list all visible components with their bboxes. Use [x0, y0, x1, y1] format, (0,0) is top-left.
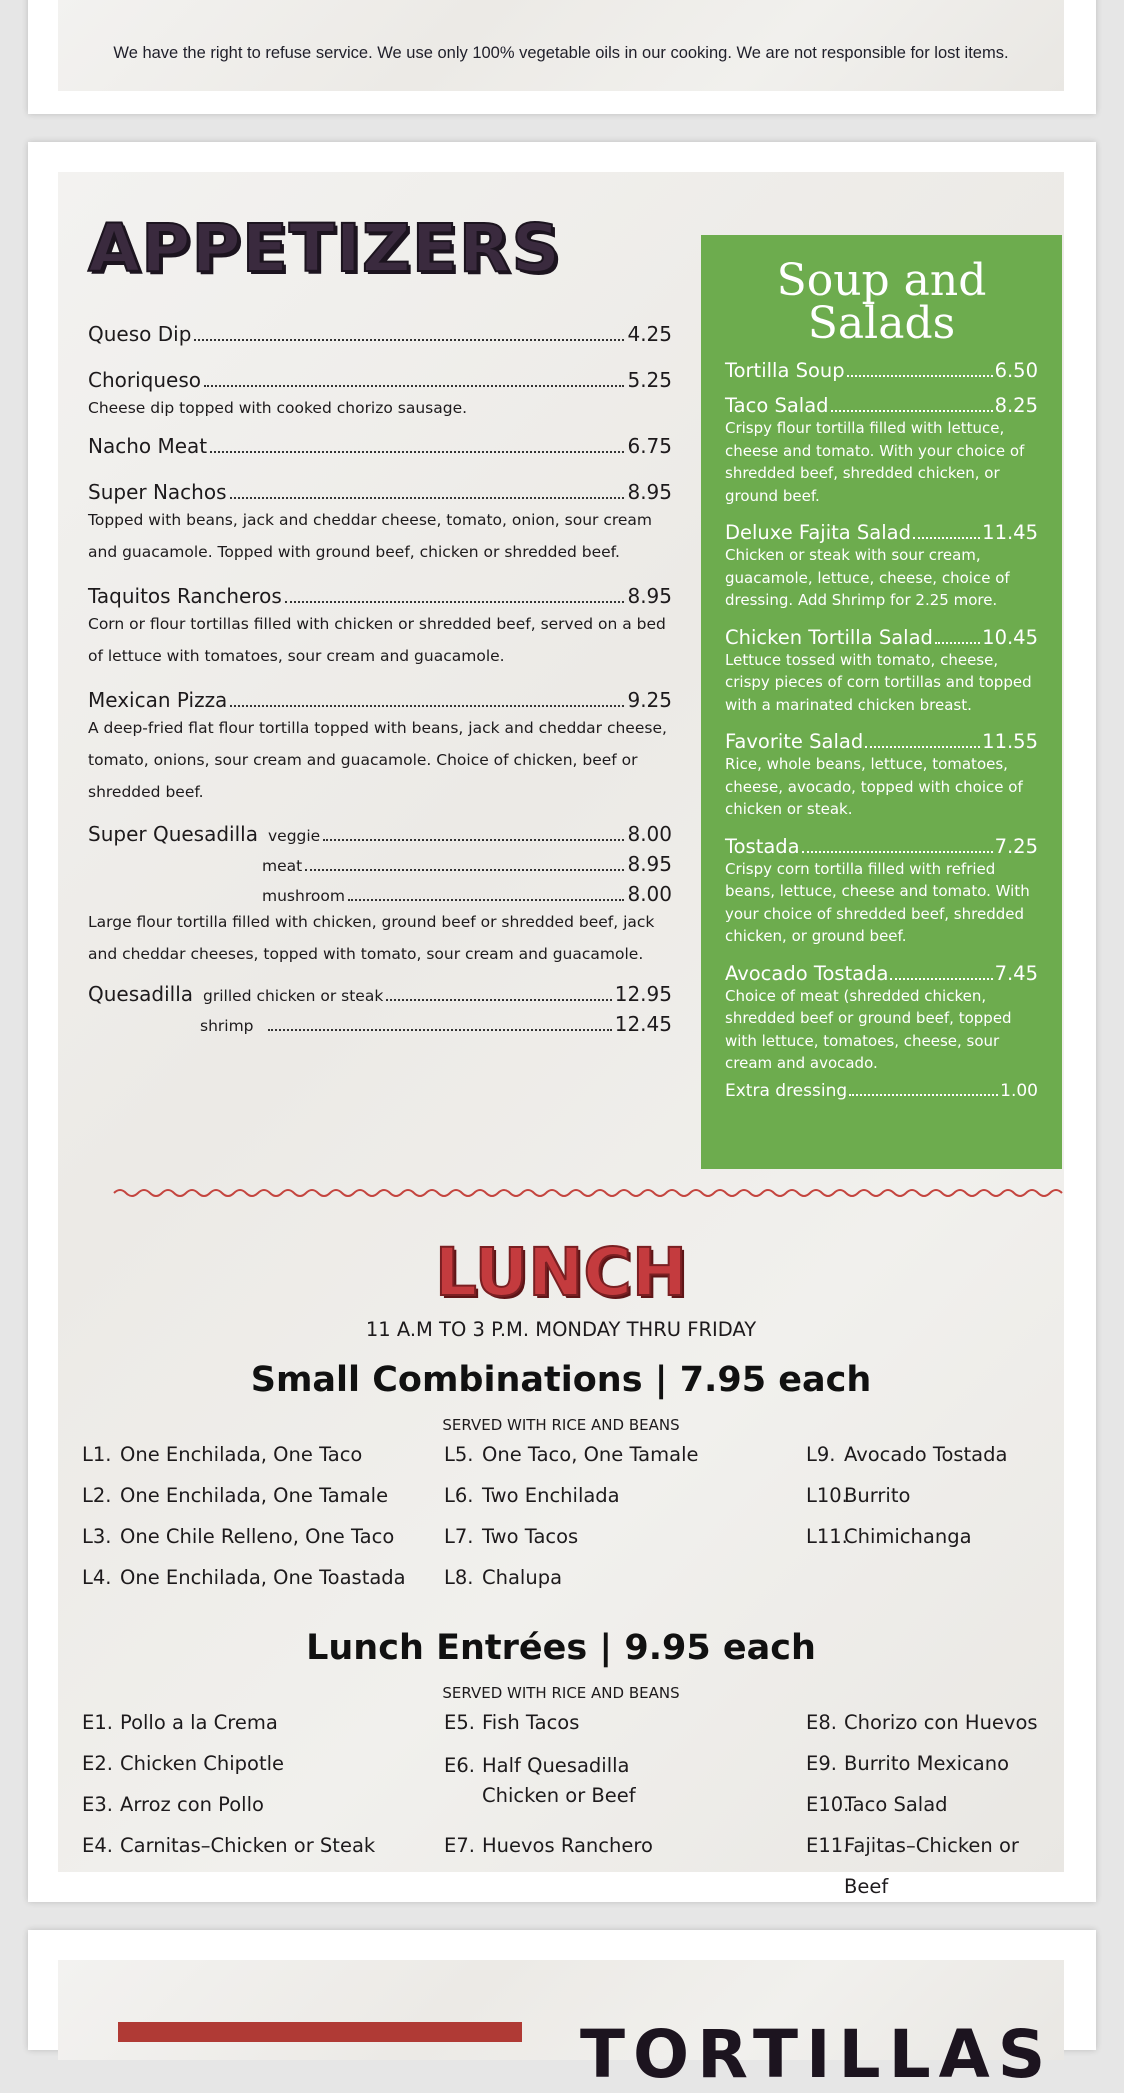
small-combo-column-2	[444, 1434, 698, 1598]
next-section-title: TORTILLAS	[580, 2016, 1054, 2093]
item-name: Extra dressing	[725, 1080, 848, 1101]
entrees-column-3	[806, 1702, 1064, 1898]
item-price: 5.25	[627, 368, 672, 392]
dot-leader	[386, 999, 611, 1001]
dot-leader	[802, 851, 993, 853]
item-option: shrimp	[200, 1017, 254, 1035]
item-price: 11.45	[982, 521, 1038, 544]
list-item: L4. One Enchilada, One Toastada	[82, 1566, 406, 1589]
item-name: Super Nachos	[88, 480, 227, 504]
menu-item-super-quesadilla-veggie	[88, 822, 672, 846]
menu-item-super-nachos	[88, 480, 672, 504]
item-price: 8.00	[627, 822, 672, 846]
dot-leader	[890, 978, 992, 980]
item-option: veggie	[267, 827, 321, 845]
item-name: Super Quesadilla	[88, 822, 258, 846]
lunch-entrees-heading: Lunch Entrées | 9.95 each	[306, 1628, 816, 1668]
small-combo-column-3	[806, 1434, 1007, 1557]
appetizers-title: APPETIZERS	[88, 210, 562, 287]
red-banner	[118, 2022, 522, 2042]
item-price: 8.95	[627, 480, 672, 504]
item-name: Nacho Meat	[88, 434, 208, 458]
item-price: 6.75	[627, 434, 672, 458]
item-name: Mexican Pizza	[88, 688, 228, 712]
item-name: Taquitos Rancheros	[88, 584, 282, 608]
item-description: Lettuce tossed with tomato, cheese, crispy pieces of corn tortillas and topped with a marinated chicken breast.	[725, 650, 1032, 714]
dot-leader	[204, 385, 624, 387]
menu-page-top	[28, 0, 1096, 114]
item-label-line: Half Quesadilla	[482, 1754, 630, 1777]
list-item: L10. Burrito	[806, 1484, 911, 1507]
list-item: L11. Chimichanga	[806, 1525, 972, 1548]
wavy-divider	[114, 1187, 1066, 1199]
list-item: L2. One Enchilada, One Tamale	[82, 1484, 389, 1507]
list-item: E1. Pollo a la Crema	[82, 1711, 278, 1734]
item-price: 7.25	[994, 834, 1038, 858]
item-name: Queso Dip	[88, 322, 192, 346]
lunch-hours: 11 A.M TO 3 P.M. MONDAY THRU FRIDAY	[365, 1318, 757, 1341]
dot-leader	[913, 537, 980, 539]
item-price: 8.00	[627, 882, 672, 906]
menu-page-next	[28, 1930, 1096, 2093]
item-price: 8.95	[627, 584, 672, 608]
item-name: Tortilla Soup	[725, 359, 845, 382]
dot-leader	[831, 410, 993, 412]
list-item: L3. One Chile Relleno, One Taco	[82, 1525, 395, 1548]
entrees-column-2	[444, 1702, 653, 1866]
item-description: Corn or flour tortillas filled with chicken or shredded beef, served on a bed of lettuce with tomatoes, sour cream and guacamole.	[88, 615, 666, 665]
list-item: L1. One Enchilada, One Taco	[82, 1443, 363, 1466]
list-item: E9. Burrito Mexicano	[806, 1752, 1010, 1775]
salad-item-tostada	[725, 835, 1038, 858]
dot-leader	[323, 839, 624, 841]
menu-item-quesadilla-shrimp	[88, 1012, 672, 1036]
lunch-title: LUNCH	[434, 1234, 688, 1311]
list-item: E3. Arroz con Pollo	[82, 1793, 264, 1816]
service-disclaimer: We have the right to refuse service. We use only 100% vegetable oils in our cooking. We are not responsible for lost items.	[113, 44, 1009, 62]
entrees-column-1	[82, 1702, 375, 1866]
salad-item-taco-salad	[725, 394, 1038, 417]
list-item: E10. Taco Salad	[806, 1793, 948, 1816]
item-label-line: Chicken or Beef	[482, 1784, 636, 1807]
list-item: E4. Carnitas–Chicken or Steak	[82, 1834, 376, 1857]
dot-leader	[210, 451, 624, 453]
list-item: E8. Chorizo con Huevos	[806, 1711, 1038, 1734]
list-item: L5. One Taco, One Tamale	[444, 1443, 699, 1466]
menu-page-appetizers-lunch	[28, 142, 1096, 1902]
menu-item-queso-dip	[88, 322, 672, 346]
lunch-entrees-subtitle: SERVED WITH RICE AND BEANS	[442, 1684, 680, 1702]
menu-item-taquitos-rancheros	[88, 584, 672, 608]
item-description: Choice of meat (shredded chicken, shredded beef or ground beef, topped with lettuce, tomatoes, cheese, sour cream and avocado.	[725, 986, 1012, 1072]
item-description: Crispy corn tortilla filled with refried beans, lettuce, cheese and tomato. With your choice of shredded beef, shredded chicken, or ground beef.	[725, 859, 1030, 945]
dot-leader	[285, 601, 625, 603]
salad-item-extra-dressing	[725, 1081, 1038, 1101]
menu-item-super-quesadilla-meat	[88, 852, 672, 876]
item-description: Rice, whole beans, lettuce, tomatoes, cheese, avocado, topped with choice of chicken or steak.	[725, 755, 1023, 818]
item-description: Chicken or steak with sour cream, guacamole, lettuce, cheese, choice of dressing. Add Shrimp for 2.25 more.	[725, 546, 1010, 609]
list-item: E11. Fajitas–Chicken or Beef	[806, 1834, 1019, 1898]
item-description: Crispy flour tortilla filled with lettuce, cheese and tomato. With your choice of shredded beef, shredded chicken, or ground beef.	[725, 419, 1025, 505]
list-item: E2. Chicken Chipotle	[82, 1752, 285, 1775]
item-price: 8.25	[994, 394, 1038, 417]
paper-background	[58, 172, 1064, 1898]
item-description: Large flour tortilla filled with chicken, ground beef or shredded beef, jack and cheddar cheeses, topped with tomato, sour cream and guacamole.	[88, 913, 655, 963]
list-item: E7. Huevos Ranchero	[444, 1834, 653, 1857]
item-price: 8.95	[627, 852, 672, 876]
dot-leader	[348, 899, 625, 901]
item-price: 1.00	[1000, 1080, 1038, 1101]
dot-leader	[268, 1029, 612, 1031]
dot-leader	[849, 1094, 998, 1096]
appetizers-list	[88, 322, 672, 1036]
item-option: meat	[262, 857, 303, 875]
item-description: Topped with beans, jack and cheddar cheese, tomato, onion, sour cream and guacamole. Topped with ground beef, chicken or shredded beef.	[88, 511, 653, 561]
paper-background	[58, 0, 1064, 91]
paper-background	[58, 1960, 1064, 2093]
salad-item-chicken-tortilla	[725, 626, 1038, 649]
salad-item-favorite	[725, 730, 1038, 753]
menu-item-super-quesadilla-mushroom	[88, 882, 672, 906]
item-price: 10.45	[982, 625, 1038, 649]
item-name: Chicken Tortilla Salad	[725, 625, 933, 649]
item-description: A deep-fried flat flour tortilla topped with beans, jack and cheddar cheese, tomato, onions, sour cream and guacamole. Choice of chicken, beef or shredded beef.	[88, 719, 667, 801]
soup-salads-title	[725, 255, 1038, 349]
dot-leader	[865, 746, 980, 748]
item-price: 11.55	[982, 730, 1038, 753]
dot-leader	[305, 869, 624, 871]
item-name: Tostada	[725, 834, 800, 858]
list-item: E5. Fish Tacos	[444, 1711, 580, 1734]
menu-item-mexican-pizza	[88, 688, 672, 712]
dot-leader	[935, 642, 980, 644]
item-name: Favorite Salad	[725, 730, 864, 753]
item-price: 12.95	[614, 982, 672, 1006]
salad-item-tortilla-soup	[725, 359, 1038, 382]
item-price: 12.45	[614, 1012, 672, 1036]
list-item: L8. Chalupa	[444, 1566, 563, 1589]
small-combinations-subtitle: SERVED WITH RICE AND BEANS	[442, 1416, 680, 1434]
item-name: Taco Salad	[725, 394, 829, 417]
item-price: 7.45	[994, 961, 1038, 985]
dot-leader	[230, 497, 625, 499]
item-option: mushroom	[262, 887, 345, 905]
item-price: 6.50	[994, 359, 1038, 382]
title-line: Salads	[807, 298, 956, 349]
menu-item-nacho-meat	[88, 434, 672, 458]
list-item: E6. Half Quesadilla Chicken or Beef	[444, 1743, 653, 1825]
menu-item-quesadilla-chicken-steak	[88, 982, 672, 1006]
salad-item-deluxe-fajita	[725, 521, 1038, 544]
soup-salads-panel	[701, 235, 1062, 1169]
small-combinations-heading: Small Combinations | 7.95 each	[250, 1360, 872, 1400]
item-name: Deluxe Fajita Salad	[725, 521, 912, 544]
list-item: L7. Two Tacos	[444, 1525, 579, 1548]
dot-leader	[194, 339, 624, 341]
item-name: Avocado Tostada	[725, 961, 889, 985]
menu-item-choriqueso	[88, 368, 672, 392]
item-name: Quesadilla	[88, 982, 194, 1006]
dot-leader	[230, 705, 624, 707]
dot-leader	[847, 375, 993, 377]
small-combo-column-1	[82, 1434, 406, 1598]
salad-item-avocado-tostada	[725, 962, 1038, 985]
item-price: 9.25	[627, 688, 672, 712]
list-item: L6. Two Enchilada	[444, 1484, 620, 1507]
item-description: Cheese dip topped with cooked chorizo sausage.	[88, 399, 468, 417]
title-line: Soup and	[776, 255, 987, 306]
item-name: Choriqueso	[88, 368, 201, 392]
item-price: 4.25	[627, 322, 672, 346]
list-item: L9. Avocado Tostada	[806, 1443, 1008, 1466]
item-option: grilled chicken or steak	[203, 987, 384, 1005]
